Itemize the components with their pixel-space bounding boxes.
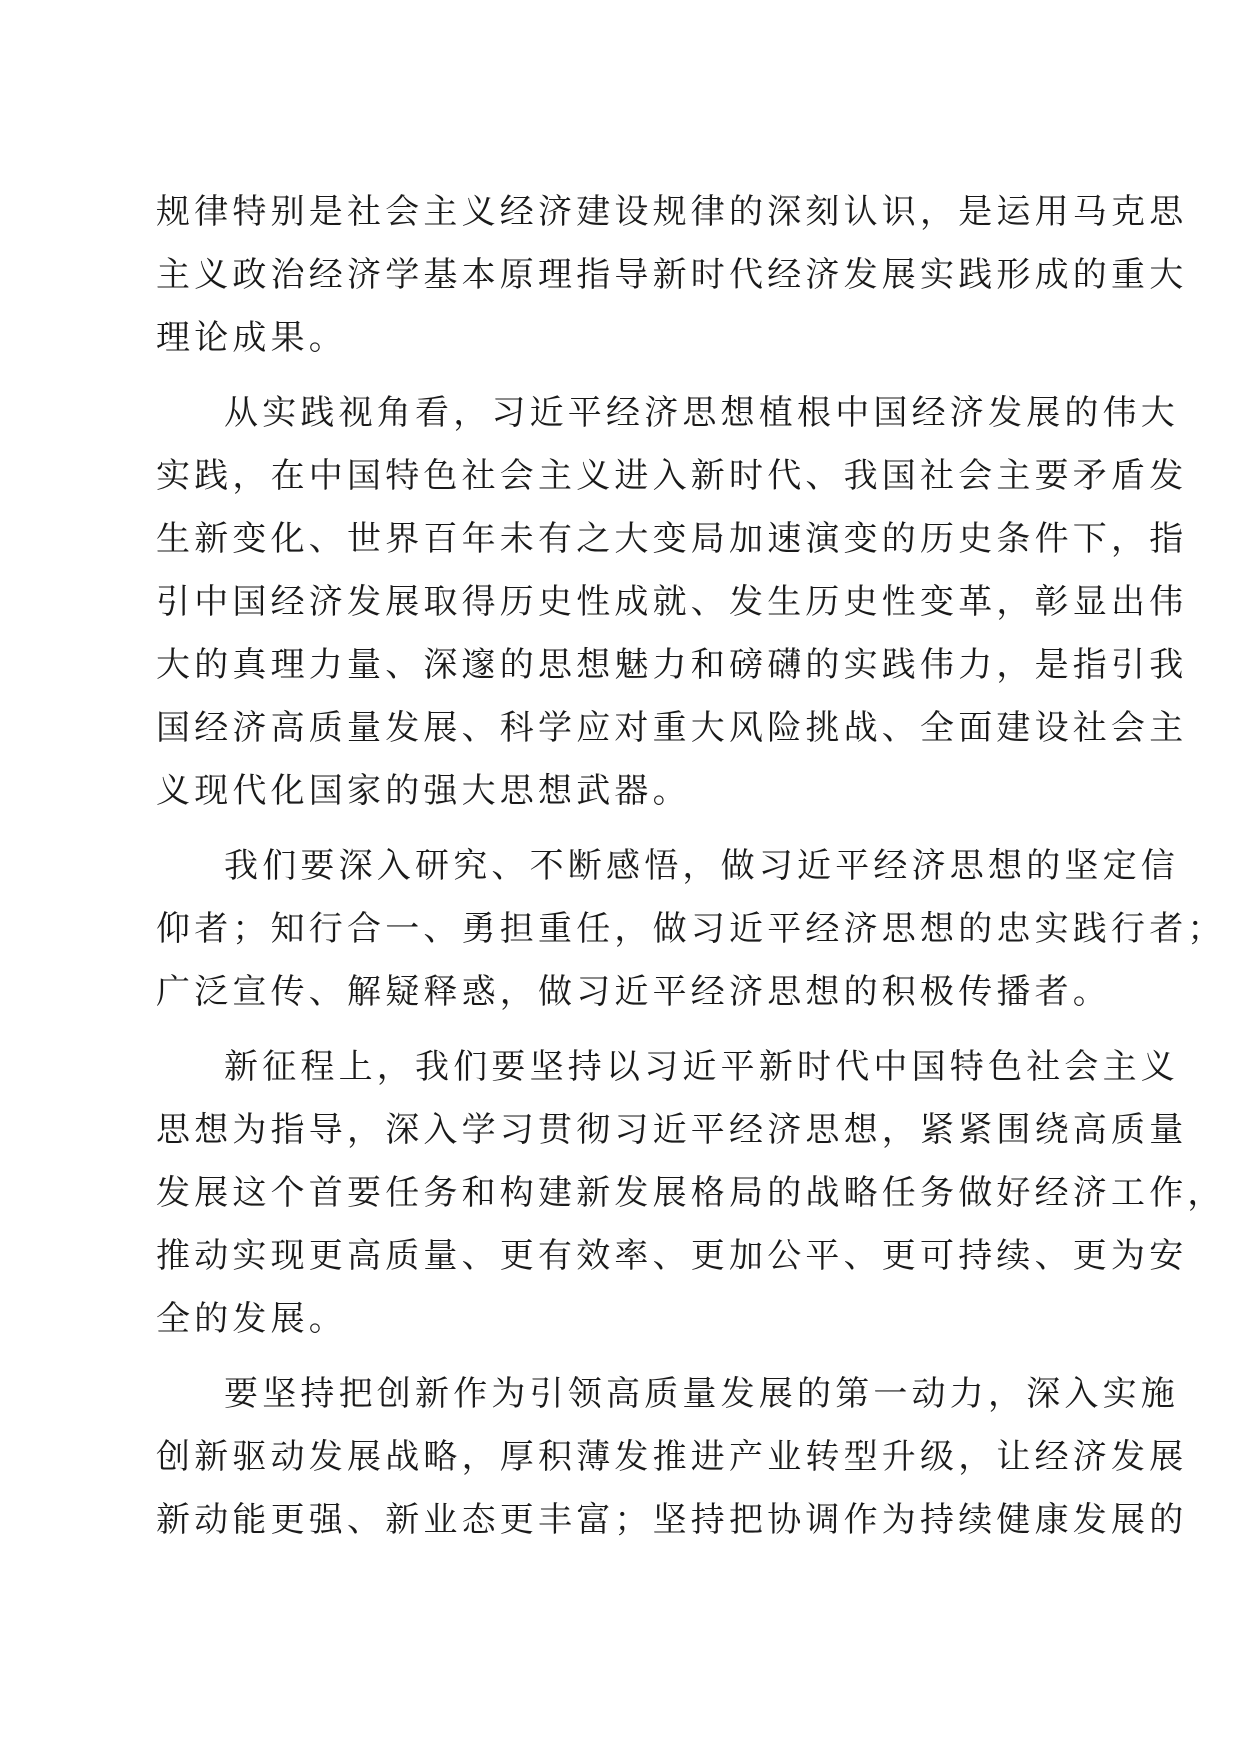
text-line: 推动实现更高质量、更有效率、更加公平、更可持续、更为安	[156, 1236, 1188, 1276]
text-line: 从实践视角看，习近平经济思想植根中国经济发展的伟大	[224, 393, 1179, 433]
text-line: 要坚持把创新作为引领高质量发展的第一动力，深入实施	[224, 1374, 1179, 1414]
text-line: 实践，在中国特色社会主义进入新时代、我国社会主要矛盾发	[156, 456, 1188, 496]
text-line: 引中国经济发展取得历史性成就、发生历史性变革，彰显出伟	[156, 582, 1188, 622]
text-line: 全的发展。	[156, 1299, 347, 1339]
text-line: 新动能更强、新业态更丰富；坚持把协调作为持续健康发展的	[156, 1500, 1188, 1540]
body-text	[156, 181, 1226, 1552]
paragraph	[156, 181, 1188, 370]
text-line: 创新驱动发展战略，厚积薄发推进产业转型升级，让经济发展	[156, 1437, 1188, 1477]
text-line: 生新变化、世界百年未有之大变局加速演变的历史条件下，指	[156, 519, 1188, 559]
text-line: 国经济高质量发展、科学应对重大风险挑战、全面建设社会主	[156, 708, 1188, 748]
text-line: 规律特别是社会主义经济建设规律的深刻认识，是运用马克思	[156, 192, 1188, 232]
text-line: 发展这个首要任务和构建新发展格局的战略任务做好经济工作，	[156, 1173, 1226, 1213]
text-line: 新征程上，我们要坚持以习近平新时代中国特色社会主义	[224, 1047, 1179, 1087]
text-line: 我们要深入研究、不断感悟，做习近平经济思想的坚定信	[224, 846, 1179, 886]
text-line: 理论成果。	[156, 318, 347, 358]
paragraph	[156, 382, 1188, 823]
text-line: 大的真理力量、深邃的思想魅力和磅礴的实践伟力，是指引我	[156, 645, 1188, 685]
text-line: 广泛宣传、解疑释惑，做习近平经济思想的积极传播者。	[156, 972, 1111, 1012]
text-line: 思想为指导，深入学习贯彻习近平经济思想，紧紧围绕高质量	[156, 1110, 1188, 1150]
text-line: 仰者；知行合一、勇担重任，做习近平经济思想的忠实践行者；	[156, 909, 1226, 949]
paragraph	[156, 1363, 1188, 1552]
paragraph	[156, 1036, 1226, 1351]
text-line: 义现代化国家的强大思想武器。	[156, 771, 691, 811]
text-line: 主义政治经济学基本原理指导新时代经济发展实践形成的重大	[156, 255, 1188, 295]
paragraph	[156, 835, 1226, 1024]
